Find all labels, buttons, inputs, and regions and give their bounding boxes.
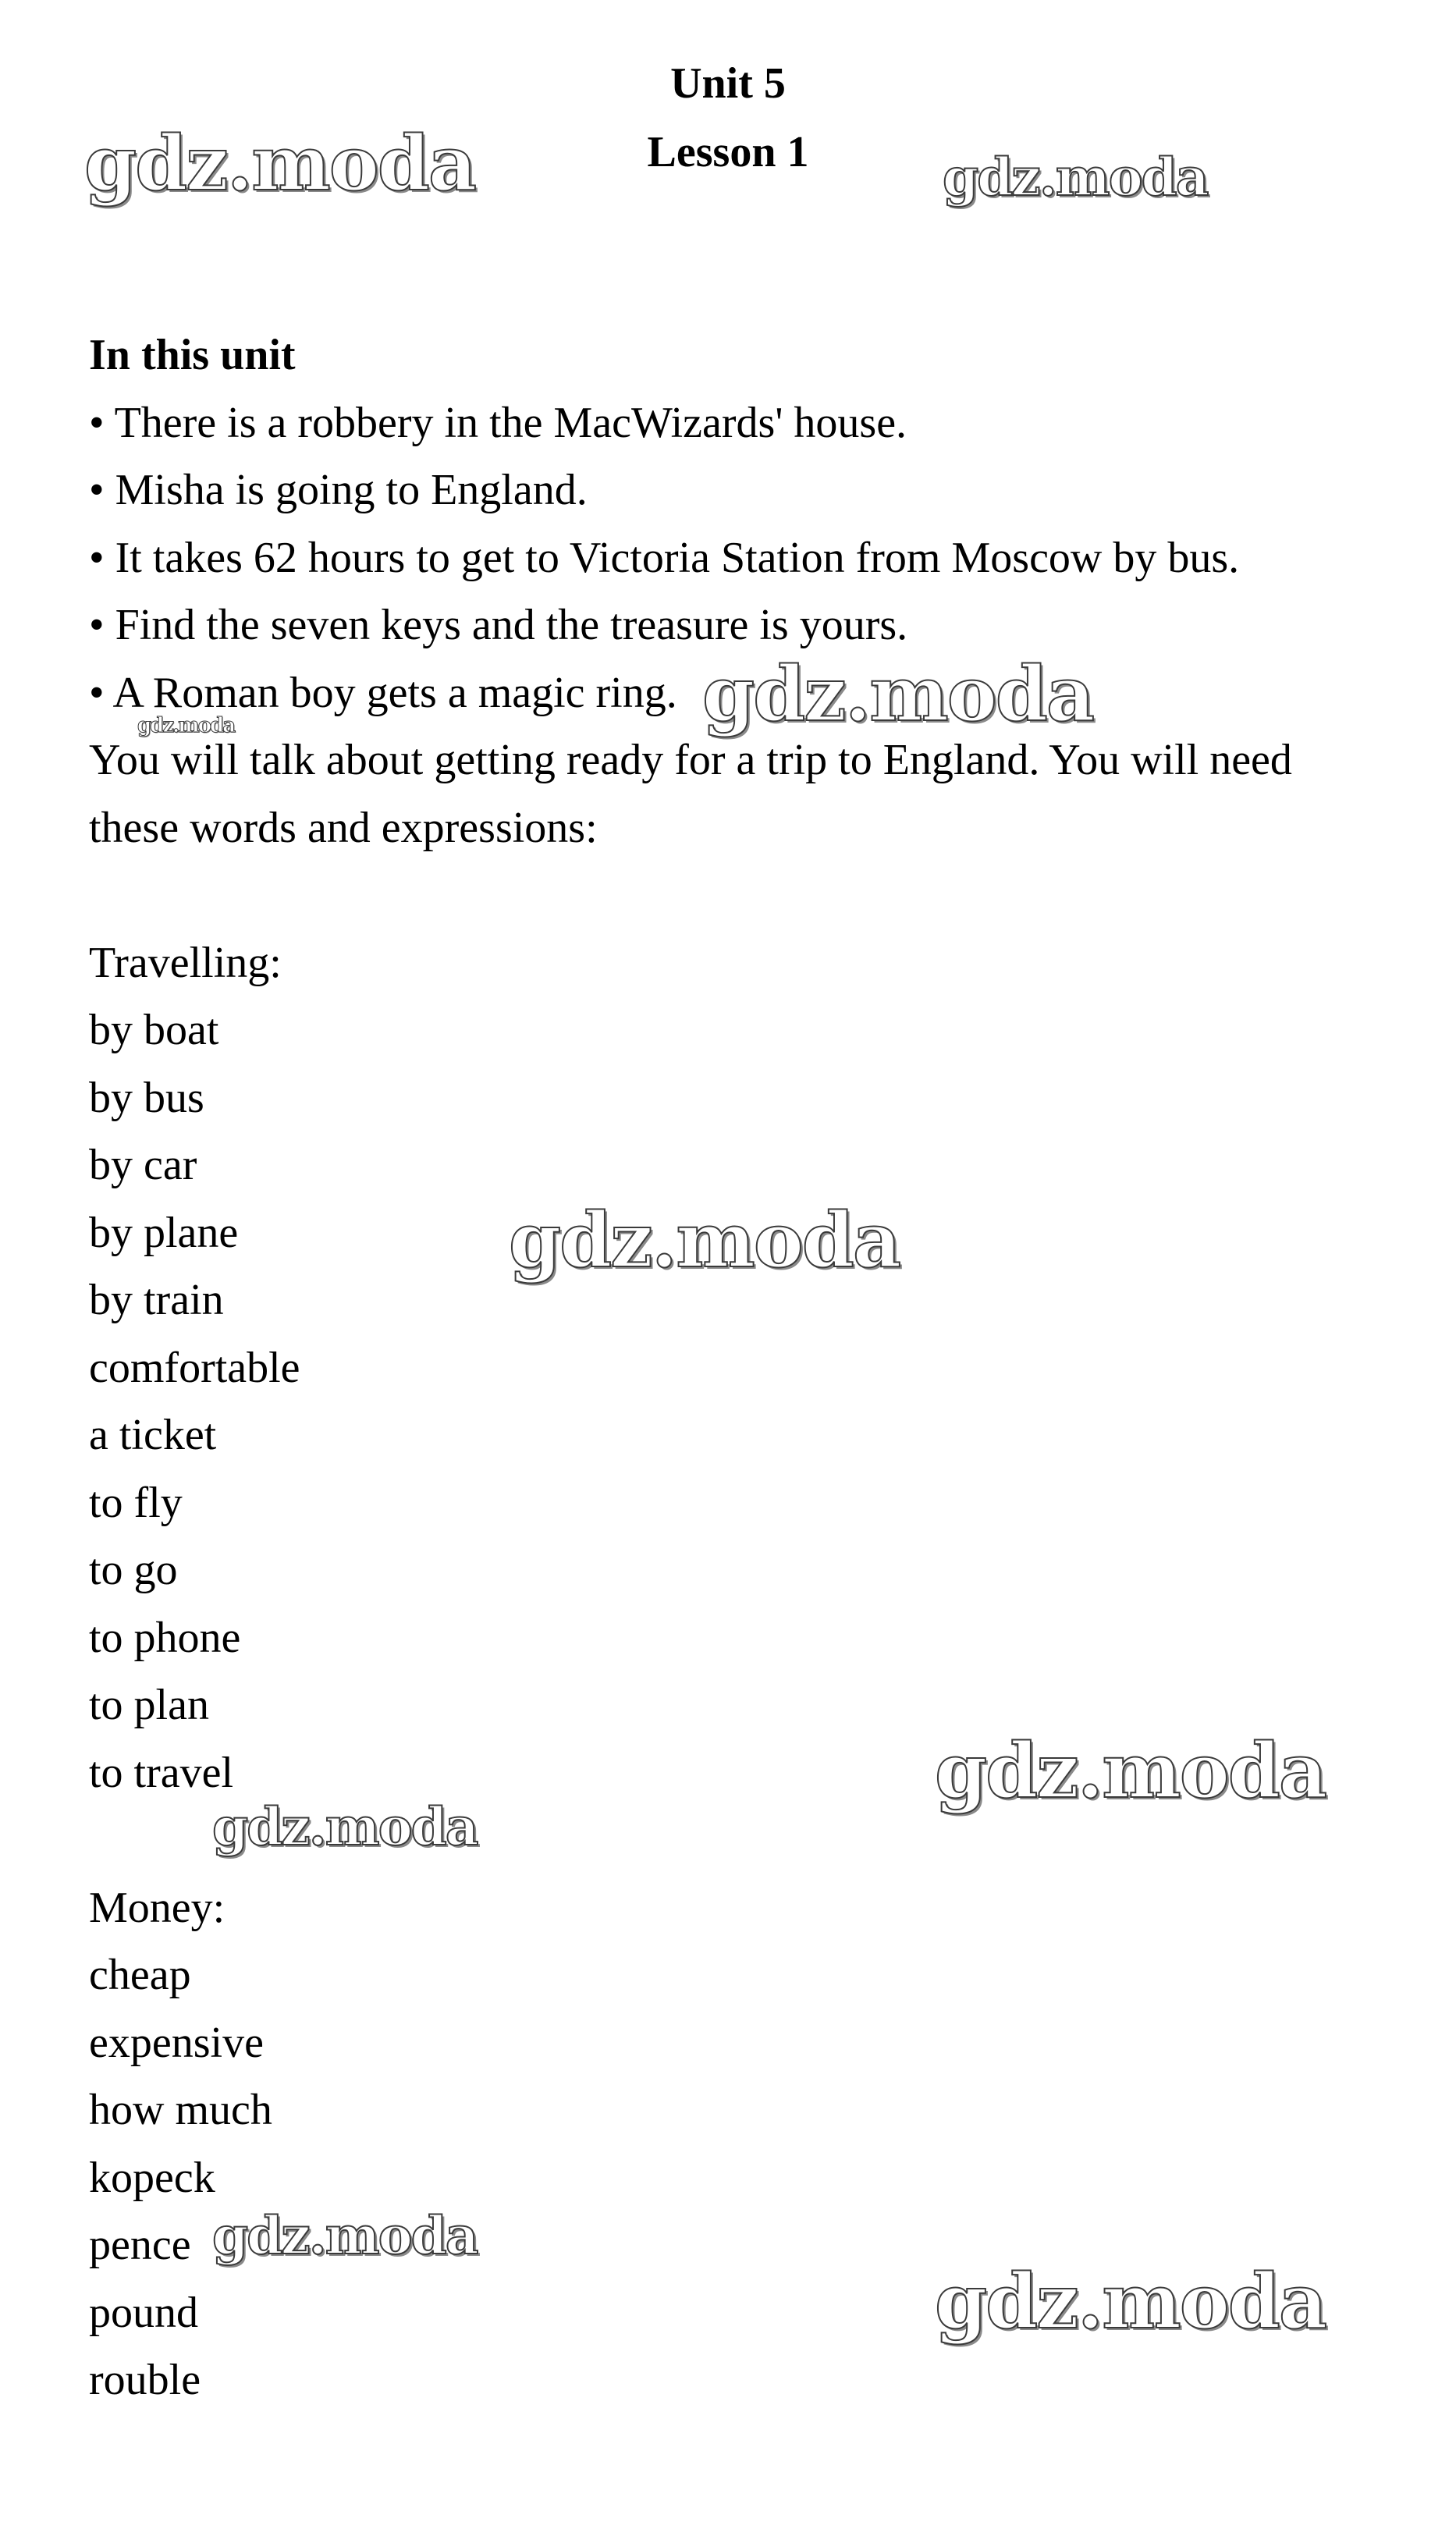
spacer [89, 1806, 1384, 1874]
watermark-logo: gdz.moda [935, 1727, 1326, 1815]
watermark-logo: gdz.moda [84, 119, 476, 208]
unit-title: Unit 5 [670, 59, 786, 108]
vocab-item: a ticket [89, 1411, 217, 1459]
lesson-title: Lesson 1 [647, 128, 809, 176]
vocab-item: by bus [89, 1073, 204, 1122]
vocab-item: comfortable [89, 1343, 300, 1392]
watermark-logo: gdz.moda [212, 2205, 478, 2266]
vocab-item: cheap [89, 1951, 191, 1999]
bullet-item: • There is a robbery in the MacWizards' house. [89, 398, 907, 447]
vocab-item: by boat [89, 1006, 219, 1054]
watermark-logo: gdz.moda [935, 2257, 1326, 2346]
money-label: Money: [89, 1883, 226, 1932]
watermark-logo: gdz.moda [137, 714, 235, 737]
bullet-item: • Find the seven keys and the treasure is yours. [89, 601, 908, 649]
paragraph-line: these words and expressions: [89, 803, 598, 852]
vocab-item: to travel [89, 1748, 234, 1797]
vocab-item: to plan [89, 1681, 209, 1729]
paragraph-line: You will talk about getting ready for a trip to England. You will need [89, 736, 1292, 784]
spacer [89, 861, 1384, 929]
vocab-item: pound [89, 2288, 198, 2337]
bullet-item: • Misha is going to England. [89, 466, 588, 514]
bullet-item: • It takes 62 hours to get to Victoria Station from Moscow by bus. [89, 533, 1240, 582]
watermark-logo: gdz.moda [509, 1196, 900, 1284]
vocab-item: by plane [89, 1208, 239, 1257]
bullet-item: • A Roman boy gets a magic ring. [89, 668, 677, 717]
travelling-label: Travelling: [89, 938, 282, 987]
money-word-list [89, 1941, 1384, 2414]
vocab-item: pence [89, 2221, 191, 2269]
bullet-list [89, 389, 1384, 727]
vocab-item: by train [89, 1276, 224, 1324]
document-body [89, 321, 1384, 2414]
vocab-item: to go [89, 1546, 178, 1594]
vocab-item: by car [89, 1141, 197, 1189]
watermark-logo: gdz.moda [702, 650, 1094, 738]
vocab-item: rouble [89, 2356, 201, 2404]
section-heading: In this unit [89, 331, 296, 379]
vocab-item: how much [89, 2086, 272, 2134]
vocab-item: to phone [89, 1613, 241, 1662]
watermark-logo: gdz.moda [943, 147, 1208, 208]
vocab-item: expensive [89, 2018, 264, 2067]
vocab-item: to fly [89, 1478, 183, 1527]
travelling-word-list [89, 996, 1384, 1806]
watermark-logo: gdz.moda [212, 1796, 478, 1857]
vocab-item: kopeck [89, 2153, 215, 2202]
